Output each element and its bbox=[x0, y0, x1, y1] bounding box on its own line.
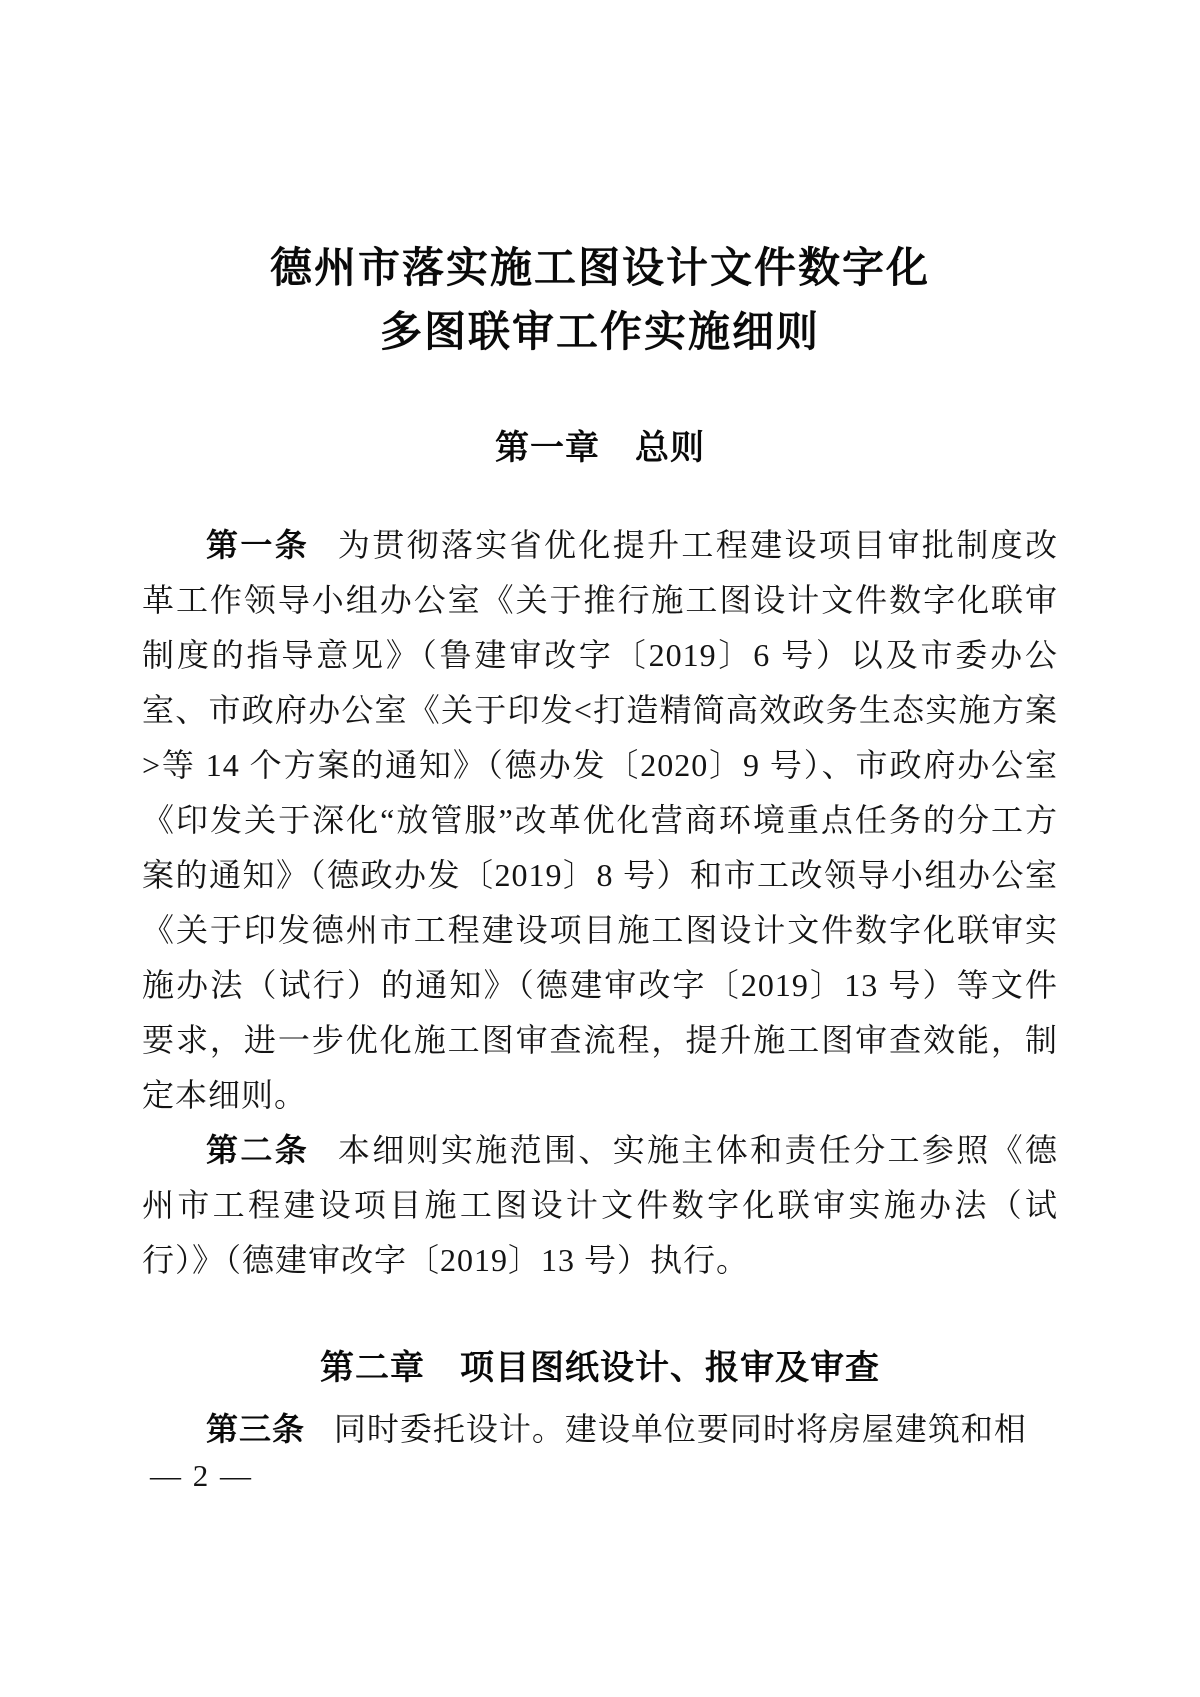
article-2-text: 本细则实施范围、实施主体和责任分工参照《德州市工程建设项目施工图设计文件数字化联审实施办法（试行）》（德建审改字〔2019〕13 号）执行。 bbox=[142, 1132, 1058, 1278]
page-number: — 2 — bbox=[150, 1458, 253, 1493]
document-title-line2: 多图联审工作实施细则 bbox=[379, 308, 820, 355]
article-3-paragraph bbox=[142, 1402, 1058, 1457]
article-1-paragraph bbox=[142, 518, 1058, 1123]
document-title bbox=[142, 0, 1058, 364]
chapter-2-heading: 第二章 项目图纸设计、报审及审查 bbox=[320, 1349, 880, 1387]
article-2-label: 第二条 bbox=[206, 1132, 310, 1168]
article-3-label: 第三条 bbox=[206, 1411, 306, 1447]
article-3-text: 同时委托设计。建设单位要同时将房屋建筑和相 bbox=[333, 1411, 1027, 1447]
document-content bbox=[142, 0, 1058, 1457]
document-title-line1: 德州市落实施工图设计文件数字化 bbox=[269, 244, 930, 291]
article-2-paragraph bbox=[142, 1123, 1058, 1288]
chapter-1-heading: 第一章 总则 bbox=[495, 429, 705, 467]
article-1-label: 第一条 bbox=[206, 527, 310, 563]
article-1-text: 为贯彻落实省优化提升工程建设项目审批制度改革工作领导小组办公室《关于推行施工图设计文件数字化联审制度的指导意见》（鲁建审改字〔2019〕6 号）以及市委办公室、市政府办公室《关于印发<打造精简高效政务生态实施方案>等 14 个方案的通知》（德办发〔2020〕9 号）、市政府办公室《印发关于深化“放管服”改革优化营商环境重点任务的分工方案的通知》（德政办发〔2019〕8 号）和市工改领导小组办公室《关于印发德州市工程建设项目施工图设计文件数字化联审实施办法（试行）的通知》（德建审改字〔2019〕13 号）等文件要求，进一步优化施工图审查流程，提升施工图审查效能，制定本细则。 bbox=[142, 527, 1058, 1113]
